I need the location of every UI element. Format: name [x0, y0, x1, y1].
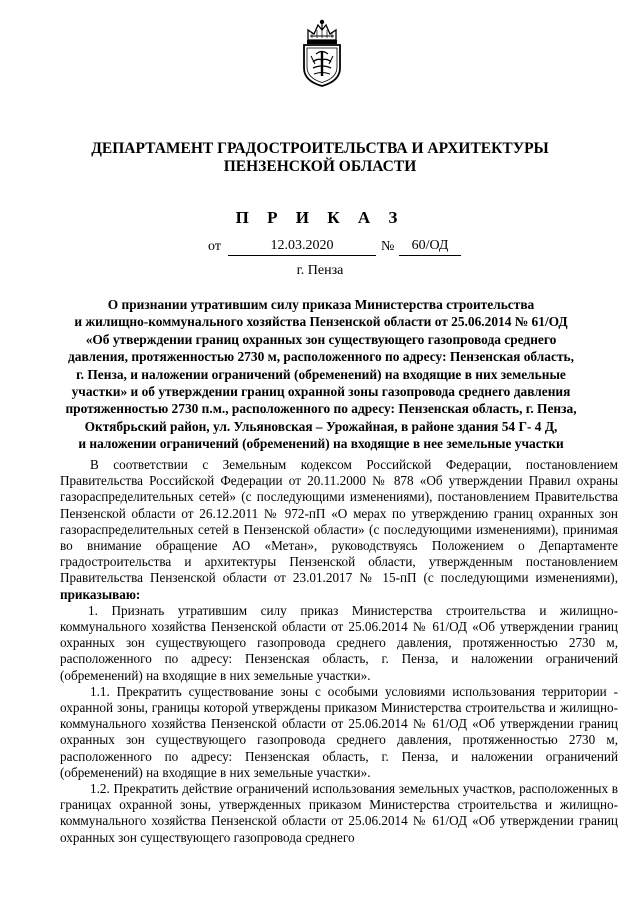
preamble-paragraph: [60, 457, 618, 603]
order-date-number-line: [0, 236, 640, 258]
heading-line: О признании утратившим силу приказа Министерства строительства: [107, 297, 535, 312]
item-1: 1. Признать утратившим силу приказ Министерства строительства и жилищно-коммунального хозяйства Пензенской области от 25.06.2014 № 61/ОД «Об утверждении границ охранных зон существующего газопровода среднего давления, протяженностью 2730 м, расположенного по адресу: Пензенская область, г. Пенза, и наложении ограничений (обременений) на входящие в них земельные участки».: [60, 602, 618, 683]
number-prefix: №: [381, 239, 395, 254]
item-1-2: 1.2. Прекратить действие ограничений использования земельных участков, расположенных в границах охранной зоны, утвержденных приказом Министерства строительства и жилищно-коммунального хозяйства Пензенской области от 25.06.2014 № 61/ОД «Об утверждении границ охранных зон существующего газопровода среднего: [60, 781, 618, 845]
heading-line: давления, протяженностью 2730 м, расположенного по адресу: Пензенская область,: [68, 349, 574, 365]
order-verb: приказываю:: [60, 586, 141, 602]
heading-line: протяженностью 2730 п.м., расположенного по адресу: Пензенская область, г. Пенза,: [65, 401, 577, 417]
order-title: П Р И К А З: [235, 208, 405, 227]
department-name-line2: ПЕНЗЕНСКОЙ ОБЛАСТИ: [223, 158, 417, 175]
order-date: 12.03.2020: [228, 238, 376, 256]
heading-line: «Об утверждении границ охранных зон существующего газопровода среднего: [85, 331, 557, 347]
heading-line: и жилищно-коммунального хозяйства Пензенской области от 25.06.2014 № 61/ОД: [74, 314, 568, 330]
city: г. Пенза: [296, 263, 344, 278]
item-1-1: 1.1. Прекратить существование зоны с особыми условиями использования территории - охранной зоны, границы которой утверждены приказом Министерства строительства и жилищно-коммунального хозяйства Пензенской области от 25.06.2014 № 61/ОД «Об утверждении границ охранных зон существующего газопровода среднего давления, протяженностью 2730 м, расположенного по адресу: Пензенская область, г. Пенза, и наложении ограничений (обременений) на входящие в них земельные участки».: [60, 683, 618, 780]
department-name-line1: ДЕПАРТАМЕНТ ГРАДОСТРОИТЕЛЬСТВА И АРХИТЕКТУРЫ: [91, 140, 549, 157]
order-heading: [40, 296, 602, 453]
heading-line: Октябрьский район, ул. Ульяновская – Урожайная, в районе здания 54 Г- 4 Д,: [84, 418, 558, 434]
order-body: [60, 457, 618, 846]
heading-line: г. Пенза, и наложении ограничений (обременений) на входящие в них земельные: [76, 366, 566, 382]
coat-of-arms-icon: [299, 18, 345, 88]
preamble-text: В соответствии с Земельным кодексом Российской Федерации, постановлением Правительства Российской Федерации от 20.11.2000 № 878 «Об утверждении Правил охраны газораспределительных сетей» (с последующими изменениями), постановлением Правительства Пензенской области от 26.12.2011 № 972-пП «О мерах по утверждению границ охранных зон газораспределительных сетей в Пензенской области» (с последующими изменениями), принимая во внимание обращение АО «Метан», руководствуясь Положением о Департаменте градостроительства и архитектуры Пензенской области, утвержденным постановлением Правительства Пензенской области от 23.01.2017 № 15-пП (с последующими изменениями),: [60, 457, 618, 586]
order-number: 60/ОД: [399, 238, 461, 256]
heading-line: и наложении ограничений (обременений) на входящие в нее земельные участки: [78, 436, 564, 452]
heading-line: участки» и об утверждении границ охранной зоны газопровода среднего давления: [71, 384, 571, 400]
date-prefix: от: [208, 239, 221, 254]
